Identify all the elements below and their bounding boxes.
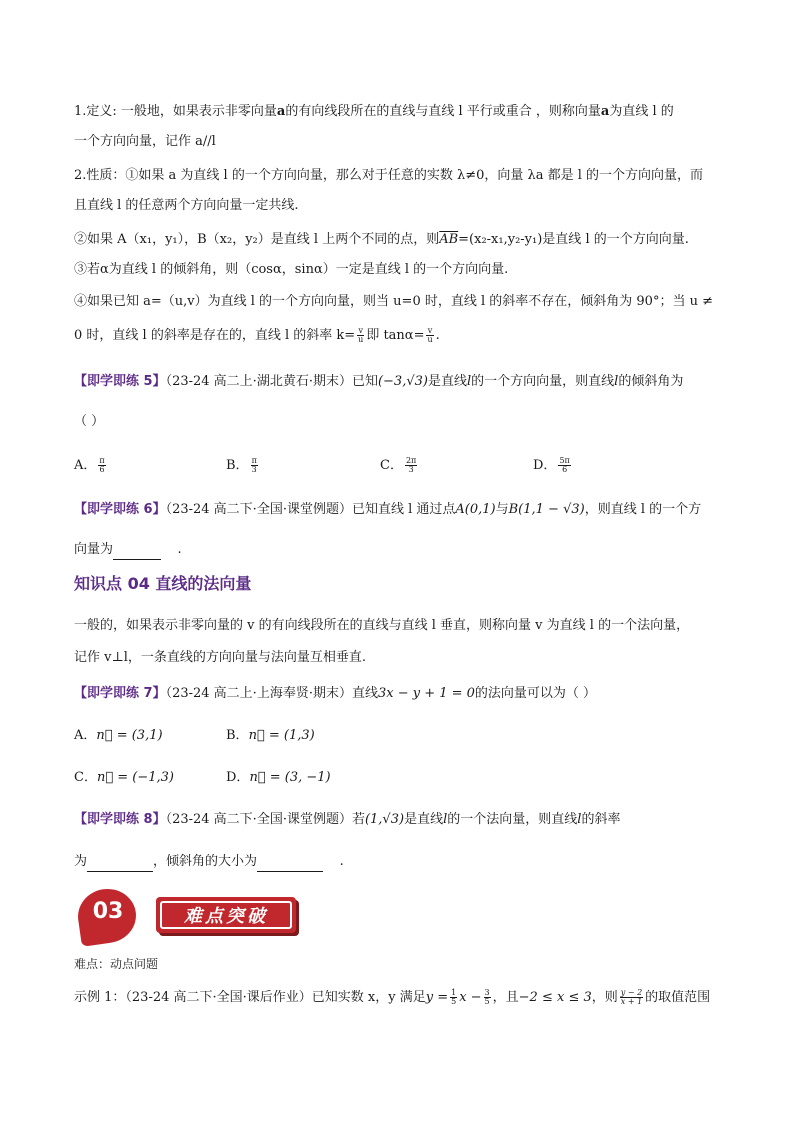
ex7-option-a[interactable]: A．n⃗ = (3,1) [74,728,163,743]
ex5-option-b[interactable]: B． $\frac{\pi}{3}$ [226,456,257,474]
ex7-option-c[interactable]: C．n⃗ = (−1,3) [74,770,174,785]
knowledge-point-title: 知识点 04 直线的法向量 [74,574,252,593]
ex5-option-c[interactable]: C． $\frac{2\pi}{3}$ [380,456,417,474]
property-4-line-2: 0 时，直线 l 的斜率是存在的，直线 l 的斜率 k= $\frac{v}{u}$ 即 tanα= $\frac{v}{u}$ . [74,326,440,344]
definition-line-1: 1.定义: 一般地，如果表示非零向量a的有向线段所在的直线与直线 l 平行或重合 ，则称向量a为直线 l 的 [74,104,674,119]
property-3: ③若α为直线 l 的倾斜角，则（cosα，sinα）一定是直线 l 的一个方向向量. [74,262,509,277]
exercise-7: 【即学即练 7】（23-24 高二上·上海奉贤·期末）直线3x − y + 1 = 0的法向量可以为（ ） [74,686,597,701]
answer-blank-slope[interactable] [87,857,153,872]
fraction-three-fifths: $\frac{3}{5}$ [484,988,490,1006]
section-banner-title: 难点突破 [184,906,268,927]
property-line-1: 2.性质：①如果 a 为直线 l 的一个方向向量，那么对于任意的实数 λ≠0，向量 λa 都是 l 的一个方向向量，而 [74,168,704,183]
exercise-6: 【即学即练 6】（23-24 高二下·全国·课堂例题）已知直线 l 通过点A(0,1)与B(1,1 − √3)，则直线 l 的一个方 [74,502,702,517]
fraction-v-over-u-2: $\frac{v}{u}$ [427,326,433,344]
property-2: ②如果 A（x₁，y₁），B（x₂，y₂）是直线 l 上两个不同的点，则$\overline{AB}=(x_2-x_1,y_2-y_1)$是直线 l 的一个方向向量. [74,232,689,247]
exercise-8-line-2: 为 ，倾斜角的大小为 . [74,852,344,872]
fraction-v-over-u: $\frac{v}{u}$ [358,326,364,344]
fraction-y-minus-2-over-x-plus-1: $\frac{y - 2}{x + 1}$ [620,988,643,1006]
ex7-option-b[interactable]: B．n⃗ = (1,3) [226,728,315,743]
exercise-5: 【即学即练 5】（23-24 高二上·湖北黄石·期末）已知(−3,√3)是直线l的一个方向向量，则直线l的倾斜角为 [74,374,684,389]
kp04-line-1: 一般的，如果表示非零向量的 v 的有向线段所在的直线与直线 l 垂直，则称向量 v 为直线 l 的一个法向量， [74,618,690,633]
exercise-6-line-2: 向量为 . [74,540,182,560]
ex5-option-a[interactable]: A． $\frac{\pi}{6}$ [74,456,105,474]
answer-blank-angle[interactable] [257,857,323,872]
ex7-option-d[interactable]: D．n⃗ = (3, −1) [226,770,331,785]
exercise-8: 【即学即练 8】（23-24 高二下·全国·课堂例题）若(1,√3)是直线l的一个法向量，则直线l的斜率 [74,812,621,827]
property-4-line-1: ④如果已知 a=（u,v）为直线 l 的一个方向向量，则当 u=0 时，直线 l 的斜率不存在，倾斜角为 90°；当 u ≠ [74,294,713,309]
kp04-line-2: 记作 v⊥l，一条直线的方向向量与法向量互相垂直. [74,650,366,665]
answer-blank[interactable] [113,545,161,560]
difficulty-label: 难点：动点问题 [74,957,159,971]
exercise-5-paren: （ ） [74,414,105,429]
example-1: 示例 1：（23-24 高二下·全国·课后作业）已知实数 x，y 满足y = $\frac{1}{5}$ x − $\frac{3}{5}$ ，且−2 ≤ x ≤ 3，则 $\frac{y - 2}{x + 1}$ 的取值范围 [74,988,711,1006]
fraction-one-fifth: $\frac{1}{5}$ [451,988,457,1006]
property-line-2: 且直线 l 的任意两个方向向量一定共线. [74,198,299,213]
section-number: 03 [92,899,124,924]
definition-line-2: 一个方向向量，记作 a//l [74,134,216,149]
ex5-option-d[interactable]: D． $\frac{5\pi}{6}$ [533,456,570,474]
